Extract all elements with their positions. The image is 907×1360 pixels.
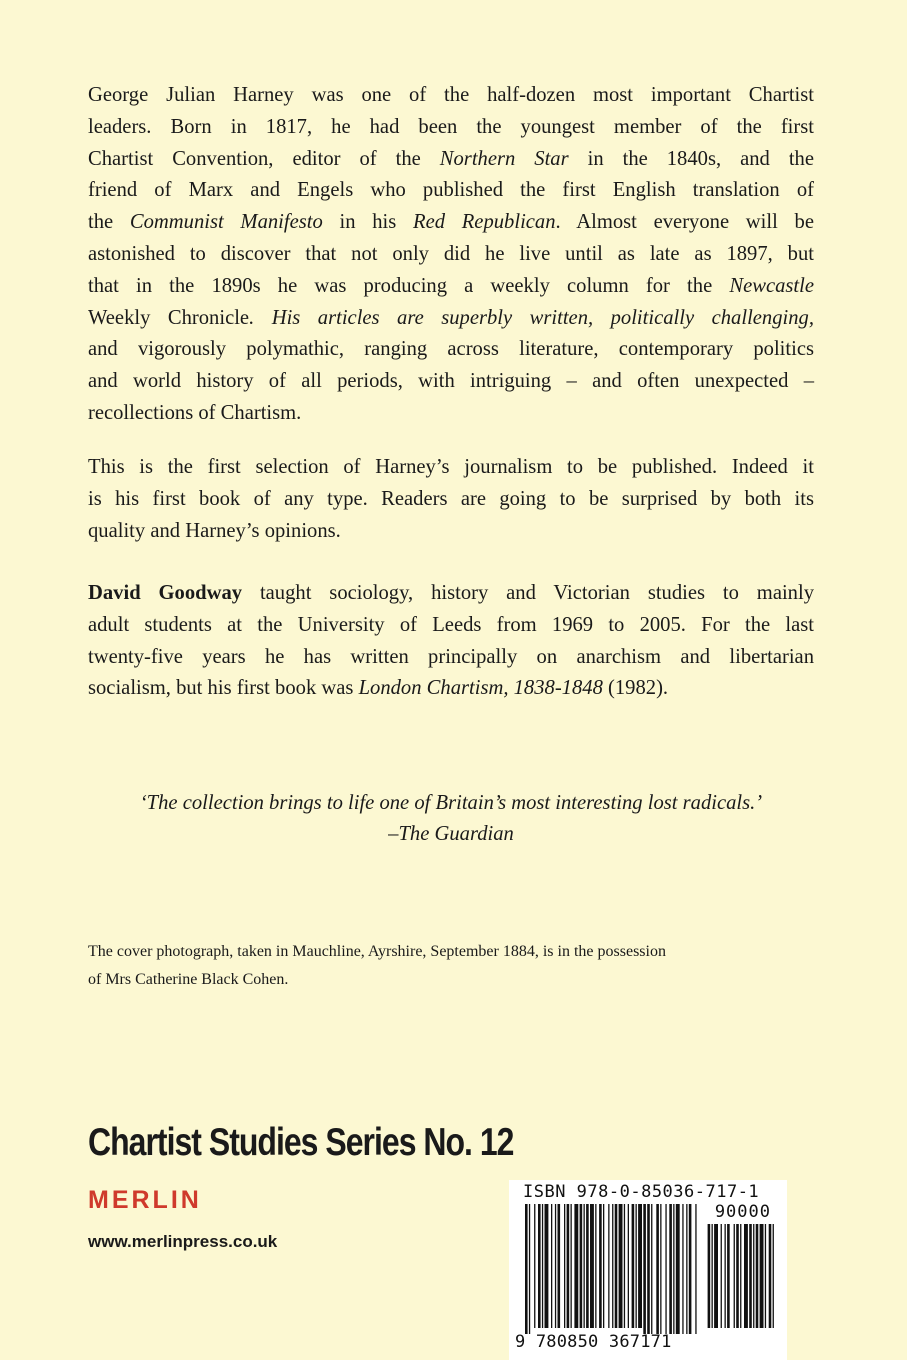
barcode-bar xyxy=(769,1224,772,1328)
barcode-bar xyxy=(636,1204,637,1328)
text-line: leaders. Born in 1817, he had been the youngest member of the first xyxy=(88,115,814,138)
barcode-bar xyxy=(612,1204,613,1328)
text-line: adult students at the University of Leeds from 1969 to 2005. For the last xyxy=(88,613,814,636)
description-paragraph-1 xyxy=(88,80,814,430)
barcode-bar xyxy=(708,1224,711,1328)
text-line xyxy=(88,144,814,176)
barcode-bar xyxy=(689,1204,692,1334)
text-line: twenty-five years he has written principally on anarchism and libertarian xyxy=(88,645,814,668)
review-quote xyxy=(88,788,814,850)
barcode-bar xyxy=(586,1204,589,1328)
text-line: is his first book of any type. Readers are going to be surprised by both its xyxy=(88,487,814,510)
barcode-bar xyxy=(727,1224,730,1328)
text-segment: in his xyxy=(322,211,413,234)
text-line xyxy=(88,207,814,239)
italic-title: Northern Star xyxy=(439,147,569,170)
text-segment: Weekly Chronicle xyxy=(88,306,250,329)
barcode-bar xyxy=(584,1204,585,1328)
barcode-bar xyxy=(628,1204,629,1328)
barcode-bar xyxy=(615,1204,618,1328)
barcode-bar xyxy=(624,1204,625,1328)
author-bio-paragraph xyxy=(88,578,814,705)
author-name: David Goodway xyxy=(88,582,243,604)
barcode-bar xyxy=(721,1224,722,1328)
publisher-website: www.merlinpress.co.uk xyxy=(88,1232,278,1251)
barcode-bar xyxy=(744,1224,748,1328)
ean-digits: 9 780850 367171 xyxy=(515,1332,672,1352)
italic-title: Newcastle xyxy=(729,274,814,297)
barcode-bar xyxy=(555,1204,556,1328)
barcode-bar xyxy=(590,1204,594,1328)
text-line: astonished to discover that not only did he live until as late as 1897, but xyxy=(88,242,814,265)
text-line: David Goodway taught sociology, history and Victorian studies to mainly xyxy=(88,582,814,604)
isbn-barcode xyxy=(509,1180,787,1360)
barcode-bar xyxy=(749,1224,752,1328)
barcode-bar xyxy=(773,1224,774,1328)
quote-source: –The Guardian xyxy=(388,823,514,845)
credit-line-1: The cover photograph, taken in Mauchline, Ayrshire, September 1884, is in the possession xyxy=(88,943,666,960)
text-line xyxy=(88,271,814,303)
text-segment: (1982). xyxy=(602,677,669,700)
barcode-bar xyxy=(734,1224,735,1328)
barcode-bar xyxy=(682,1204,683,1334)
barcode-bar xyxy=(571,1204,572,1328)
barcode-bar xyxy=(660,1204,661,1334)
barcode-bar xyxy=(665,1204,666,1334)
italic-title: London Chartism, 1838-1848 xyxy=(358,677,603,700)
credit-line-2: of Mrs Catherine Black Cohen. xyxy=(88,971,289,988)
barcode-bar xyxy=(608,1204,609,1328)
barcode-bar xyxy=(574,1204,578,1328)
barcode-bar xyxy=(529,1204,530,1334)
publisher-logo: MERLIN xyxy=(88,1186,202,1214)
quote-text: ‘The collection brings to life one of Britain’s most interesting lost radicals.’ xyxy=(139,792,763,814)
barcode-bar xyxy=(638,1204,642,1328)
barcode-bar xyxy=(725,1224,726,1328)
text-line: quality and Harney’s opinions. xyxy=(88,519,341,542)
barcode-bar xyxy=(740,1224,741,1328)
text-line: This is the first selection of Harney’s journalism to be published. Indeed it xyxy=(88,456,814,478)
text-segment: that in the 1890s he was producing a weekly column for the xyxy=(88,274,730,297)
description-paragraph-2 xyxy=(88,452,814,547)
barcode-bar xyxy=(595,1204,596,1328)
barcode-bar xyxy=(736,1224,739,1328)
barcode-bar xyxy=(695,1204,696,1334)
text-segment: Chartist Convention, editor of the xyxy=(88,147,440,170)
cover-photo-credit xyxy=(88,938,814,994)
barcode-bar xyxy=(643,1204,646,1334)
barcode-bar xyxy=(551,1204,552,1328)
barcode-bar xyxy=(542,1204,543,1328)
text-segment: the xyxy=(88,211,130,234)
text-line xyxy=(88,303,814,335)
barcode-bar xyxy=(599,1204,602,1328)
text-line xyxy=(88,673,814,705)
barcode-bar xyxy=(525,1204,528,1334)
barcode-bar xyxy=(603,1204,604,1328)
text-line: friend of Marx and Engels who published the first English translation of xyxy=(88,179,814,202)
barcode-bar xyxy=(580,1204,583,1328)
text-segment: . Almost everyone will be xyxy=(555,211,814,234)
isbn-label: ISBN 978-0-85036-717-1 xyxy=(523,1182,760,1202)
italic-title: Communist Manifesto xyxy=(129,211,323,234)
barcode-bar xyxy=(669,1204,672,1334)
barcode-bar xyxy=(619,1204,623,1328)
barcode-bar xyxy=(676,1204,680,1334)
barcode-bar xyxy=(765,1224,766,1328)
text-segment: socialism, but his first book was xyxy=(88,677,359,700)
barcode-bar xyxy=(534,1204,535,1328)
barcode-bar xyxy=(545,1204,549,1328)
barcode-bar xyxy=(686,1204,687,1334)
barcode-bar xyxy=(673,1204,674,1334)
barcode-bar xyxy=(558,1204,561,1328)
barcode-bar xyxy=(632,1204,635,1328)
barcode-bar xyxy=(714,1224,718,1328)
price-addon: 90000 xyxy=(714,1202,771,1222)
barcode-bar xyxy=(753,1224,754,1328)
text-line: and vigorously polymathic, ranging across literature, contemporary politics xyxy=(88,338,814,361)
italic-title: . His articles are superbly written, politically challenging, xyxy=(249,306,814,329)
text-line: and world history of all periods, with intriguing – and often unexpected – xyxy=(88,370,814,393)
barcode-bar xyxy=(656,1204,659,1334)
barcode-bar xyxy=(567,1204,570,1328)
barcode-bar xyxy=(647,1204,650,1334)
barcode-bar xyxy=(564,1204,565,1328)
series-title: Chartist Studies Series No. 12 xyxy=(88,1121,514,1164)
barcode-bar xyxy=(712,1224,713,1328)
barcode-bar xyxy=(538,1204,541,1328)
barcode-bar xyxy=(756,1224,759,1328)
text-line: George Julian Harney was one of the half-dozen most important Chartist xyxy=(88,84,814,106)
text-segment: in the 1840s, and the xyxy=(568,147,814,170)
text-line: recollections of Chartism. xyxy=(88,401,302,424)
barcode-bar xyxy=(760,1224,764,1328)
italic-title: Red Republican xyxy=(413,211,556,234)
barcode-bar xyxy=(651,1204,652,1334)
